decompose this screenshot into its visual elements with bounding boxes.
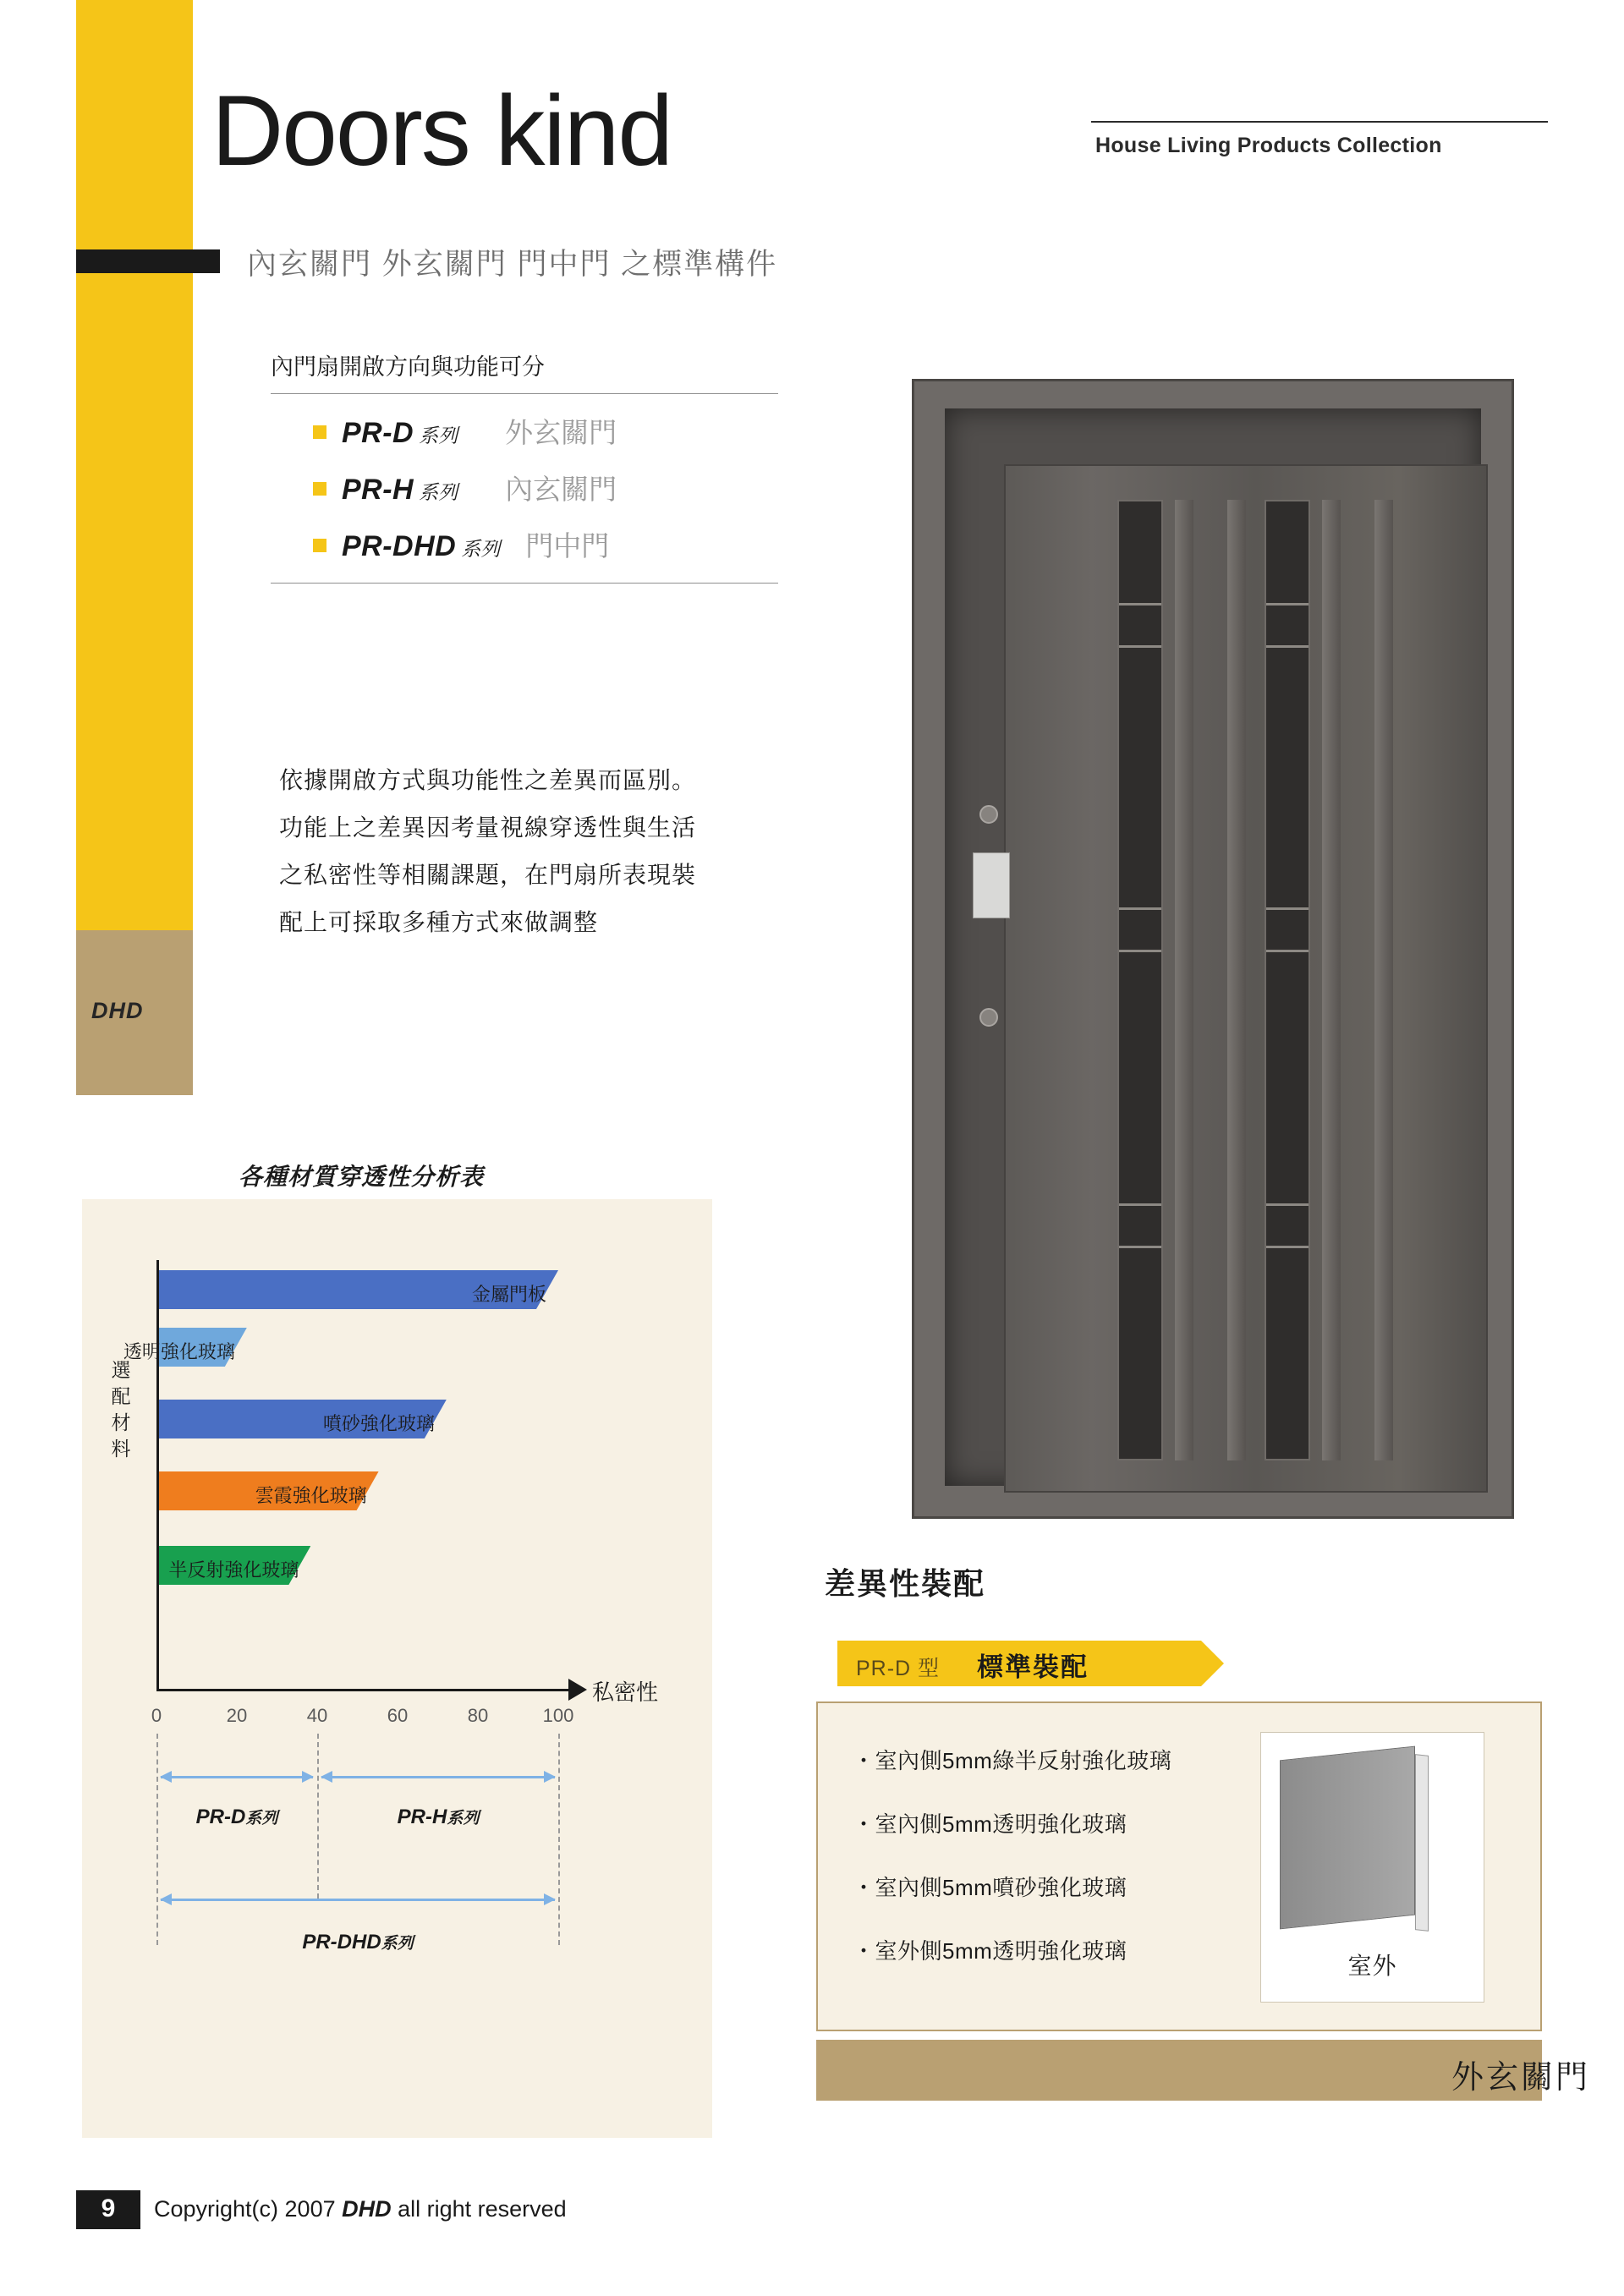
list-item: ・室內側5mm噴砂強化玻璃 (853, 1875, 1127, 1900)
copyright-prefix: Copyright(c) 2007 (154, 2196, 343, 2222)
range-label-suffix: 系列 (245, 1810, 278, 1827)
door-lock-icon (979, 805, 998, 824)
square-bullet-icon (313, 425, 326, 439)
door-glass-panel (1117, 500, 1163, 1460)
chart-x-tick: 20 (226, 1705, 248, 1726)
door-glass-panel (1265, 500, 1310, 1460)
chart-guide-line (558, 1734, 560, 1945)
page-number: 9 (101, 2195, 116, 2222)
diagram-door-panel (1280, 1746, 1415, 1930)
chart-range-label-prh (321, 1806, 555, 1829)
series-item-pr-h (313, 468, 778, 507)
range-label-suffix: 系列 (381, 1935, 414, 1953)
series-item-pr-dhd (313, 524, 778, 564)
chart-guide-line (156, 1734, 158, 1945)
list-item: ・室內側5mm綠半反射強化玻璃 (853, 1748, 1172, 1773)
range-label-suffix: 系列 (447, 1810, 480, 1827)
series-code-suffix: 系列 (419, 425, 458, 447)
page-title: Doors kind (211, 75, 672, 187)
section-title: 差異性裝配 (825, 1566, 986, 1601)
spec-tag-code: PR-D 型 (856, 1657, 941, 1680)
spec-tag-name: 標準裝配 (977, 1652, 1089, 1682)
door-handle (973, 852, 1010, 918)
chart-x-axis (156, 1689, 571, 1691)
chart-bar-label: 半反射強化玻璃 (168, 1559, 299, 1581)
series-heading: 內門扇開啟方向與功能可分 (271, 354, 545, 380)
chart-range-prd (161, 1776, 313, 1778)
page-subtitle: 內玄關門 外玄關門 門中門 之標準構件 (247, 248, 778, 281)
chart-x-tick: 100 (542, 1705, 574, 1726)
copyright-notice (154, 2196, 567, 2222)
chart-x-axis-label: 私密性 (592, 1680, 659, 1705)
spine-yellow-band (76, 0, 193, 930)
spec-footer-band (816, 2040, 1542, 2101)
series-item-pr-d (313, 411, 778, 451)
chart-bar-label: 噴砂強化玻璃 (322, 1413, 435, 1434)
chart-x-axis-arrow-icon (568, 1679, 587, 1701)
range-label-code: PR-DHD (302, 1931, 381, 1954)
square-bullet-icon (313, 482, 326, 496)
series-name: 門中門 (525, 530, 610, 562)
square-bullet-icon (313, 539, 326, 552)
door-mullion (1175, 500, 1193, 1460)
chart-bar-label: 透明強化玻璃 (123, 1341, 235, 1362)
list-item: ・室外側5mm透明強化玻璃 (853, 1938, 1127, 1964)
door-leaf (1004, 464, 1488, 1493)
chart-x-tick: 80 (467, 1705, 489, 1726)
spine-brand-label: DHD (91, 998, 144, 1023)
collection-label: House Living Products Collection (1095, 134, 1442, 157)
collection-divider (1091, 121, 1548, 123)
chart-x-tick: 40 (306, 1705, 328, 1726)
spec-footer-band-label: 外玄關門 (1451, 2060, 1590, 2096)
series-name: 內玄關門 (505, 474, 617, 505)
chart-range-prdhd (161, 1899, 555, 1901)
chart-x-tick: 0 (151, 1705, 162, 1726)
series-code-suffix: 系列 (419, 481, 458, 503)
series-divider-top (271, 393, 778, 394)
chart-range-label-prd (161, 1806, 313, 1829)
door-lock-icon (979, 1008, 998, 1027)
door-mullion (1374, 500, 1393, 1460)
series-block (271, 348, 778, 584)
door-frame-inner (945, 408, 1481, 1486)
series-code: PR-H (342, 474, 414, 506)
chart-bar-label: 金屬門板 (471, 1284, 546, 1305)
chart-y-axis (156, 1260, 159, 1691)
series-code-suffix: 系列 (461, 538, 501, 560)
chart-x-tick: 60 (387, 1705, 409, 1726)
series-code: PR-D (342, 417, 414, 449)
body-paragraph: 依據開啟方式與功能性之差異而區別。功能上之差異因考量視線穿透性與生活之私密性等相關課題，在門扇所表現裝配上可採取多種方式來做調整 (279, 767, 697, 935)
copyright-suffix: all right reserved (391, 2196, 567, 2222)
door-mullion (1322, 500, 1341, 1460)
chart-y-axis-label: 選配材料 (111, 1359, 131, 1460)
spec-list (853, 1744, 1292, 1997)
door-photo (912, 379, 1514, 1519)
copyright-brand: DHD (342, 2196, 392, 2222)
chart-guide-line (317, 1734, 319, 1899)
diagram-caption: 室外 (1347, 1953, 1397, 1979)
door-swing-diagram (1260, 1732, 1484, 2003)
range-label-code: PR-D (195, 1806, 246, 1828)
chart-range-prh (321, 1776, 555, 1778)
door-mullion (1227, 500, 1246, 1460)
series-code: PR-DHD (342, 530, 457, 562)
range-label-code: PR-H (397, 1806, 447, 1828)
series-divider-bottom (271, 583, 778, 584)
chart-title: 各種材質穿透性分析表 (239, 1164, 485, 1190)
spine-black-bar (76, 249, 220, 273)
list-item: ・室內側5mm透明強化玻璃 (853, 1811, 1127, 1837)
chart-bar-label: 雲霞強化玻璃 (255, 1485, 367, 1506)
series-name: 外玄關門 (505, 417, 617, 448)
diagram-door-edge (1415, 1754, 1429, 1932)
chart-range-label-prdhd (161, 1931, 555, 1954)
